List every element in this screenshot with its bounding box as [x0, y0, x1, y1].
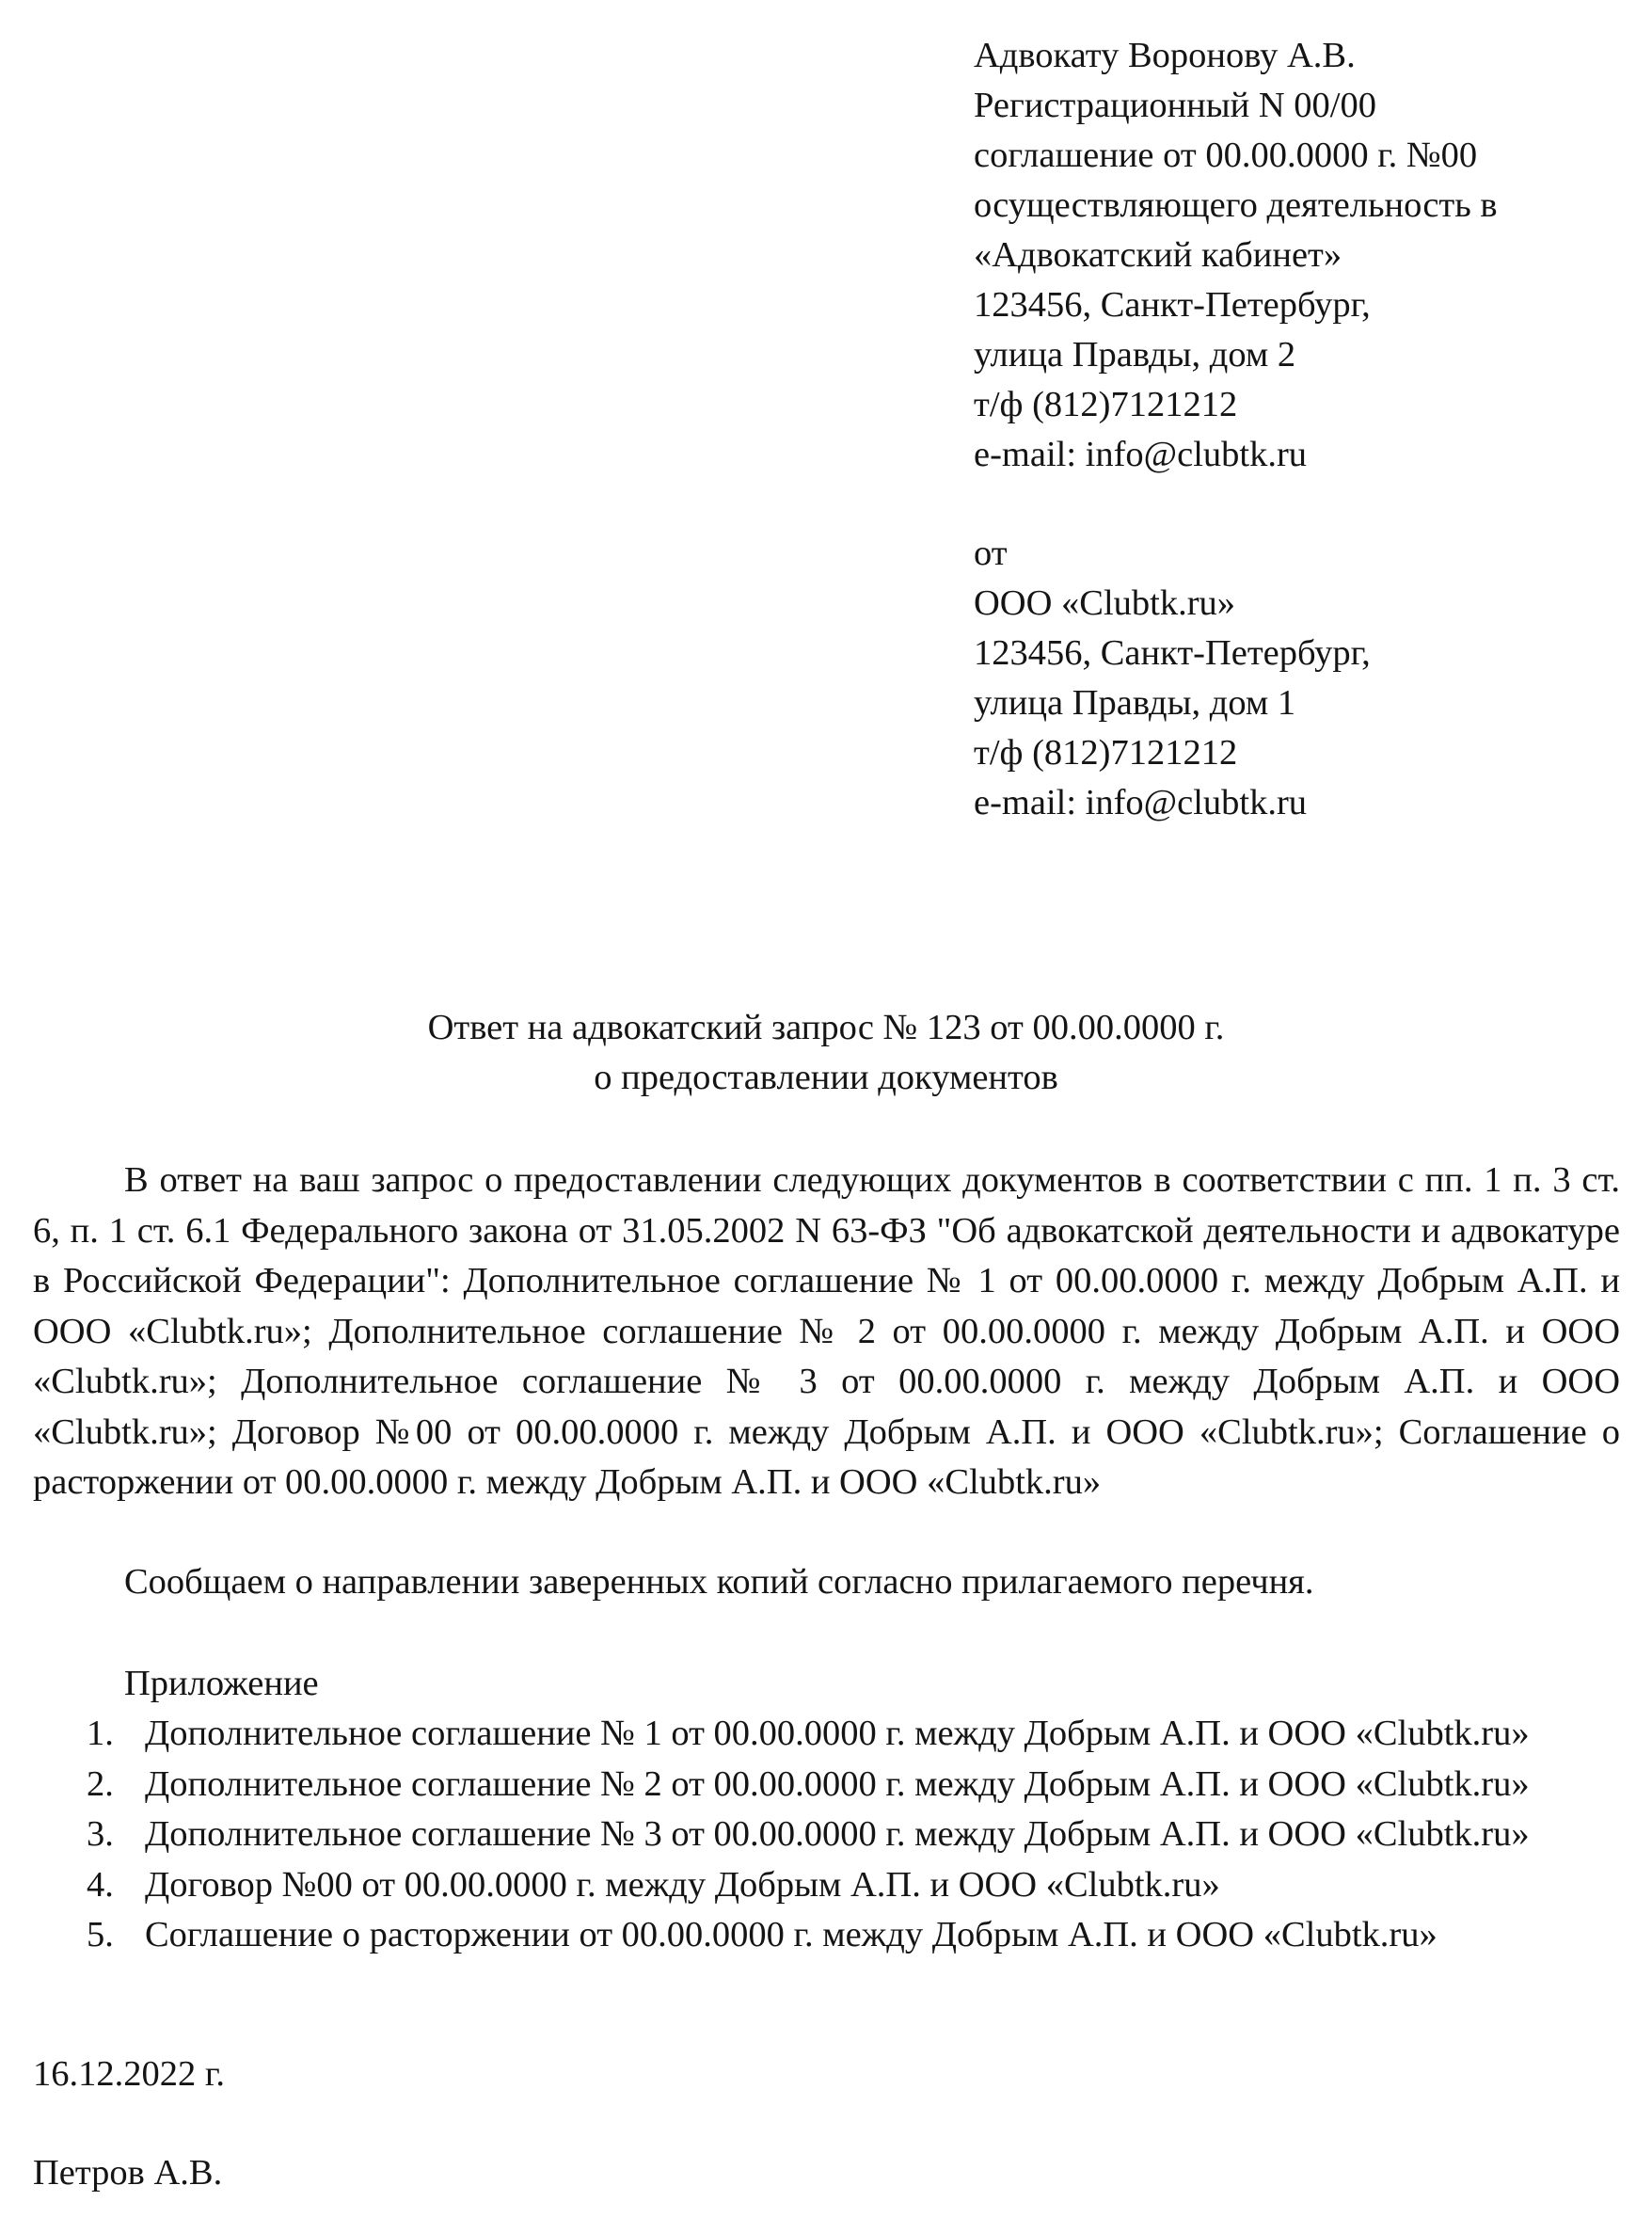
list-item-text: Дополнительное соглашение № 3 от 00.00.0000 г. между Добрым А.П. и ООО «Clubtk.ru» [145, 1814, 1530, 1854]
list-item [87, 1709, 1530, 1760]
list-item-number: 4. [87, 1864, 114, 1905]
notice-paragraph: Сообщаем о направлении заверенных копий согласно прилагаемого перечня. [124, 1562, 1314, 1602]
sender-block [974, 529, 1632, 828]
list-item [87, 1810, 1530, 1860]
list-item-text: Дополнительное соглашение № 2 от 00.00.0000 г. между Добрым А.П. и ООО «Clubtk.ru» [145, 1763, 1530, 1804]
recipient-name: Адвокату Воронову А.В. [974, 36, 1356, 75]
sender-email: e-mail: info@clubtk.ru [974, 783, 1308, 822]
appendix-list [87, 1709, 1530, 1961]
recipient-block [974, 31, 1632, 480]
recipient-email: e-mail: info@clubtk.ru [974, 435, 1308, 474]
recipient-agreement: соглашение от 00.00.0000 г. №00 [974, 136, 1478, 175]
document-date: 16.12.2022 г. [33, 2054, 225, 2094]
recipient-phone: т/ф (812)7121212 [974, 385, 1238, 424]
recipient-city: 123456, Санкт-Петербург, [974, 285, 1371, 325]
sender-company: ООО «Clubtk.ru» [974, 583, 1236, 623]
recipient-registration: Регистрационный N 00/00 [974, 86, 1376, 125]
list-item-number: 2. [87, 1763, 114, 1804]
body-text [33, 1156, 1620, 1508]
list-item-text: Договор №00 от 00.00.0000 г. между Добрым А.П. и ООО «Clubtk.ru» [145, 1864, 1220, 1905]
recipient-activity: осуществляющего деятельность в [974, 185, 1498, 225]
title-line-1: Ответ на адвокатский запрос № 123 от 00.00.0000 г. [427, 1008, 1225, 1047]
sender-city: 123456, Санкт-Петербург, [974, 633, 1371, 673]
list-item-number: 5. [87, 1915, 114, 1954]
appendix-title: Приложение [124, 1664, 319, 1703]
list-item-number: 1. [87, 1714, 114, 1753]
list-item [87, 1910, 1530, 1961]
list-item-number: 3. [87, 1814, 114, 1854]
list-item [87, 1860, 1530, 1911]
sender-from: от [974, 534, 1008, 573]
sender-phone: т/ф (812)7121212 [974, 733, 1238, 773]
list-item [87, 1760, 1530, 1810]
sender-street: улица Правды, дом 1 [974, 683, 1296, 723]
recipient-office: «Адвокатский кабинет» [974, 235, 1342, 275]
recipient-street: улица Правды, дом 2 [974, 335, 1296, 375]
document-title [0, 1003, 1652, 1103]
title-line-2: о предоставлении документов [594, 1058, 1058, 1097]
list-item-text: Соглашение о расторжении от 00.00.0000 г. между Добрым А.П. и ООО «Clubtk.ru» [145, 1915, 1438, 1954]
main-paragraph: В ответ на ваш запрос о предоставлении следующих документов в соответствии с пп. 1 п. 3 ст. 6, п. 1 ст. 6.1 Федерального закона от 31.05.2002 N 63-ФЗ "Об адвокатской деятельности и адвокатуре в Российской Федерации": Дополнительное соглашение № 1 от 00.00.0000 г. между Добрым А.П. и ООО «Clubtk.ru»; Дополнительное соглашение № 2 от 00.00.0000 г. между Добрым А.П. и ООО «Clubtk.ru»; Дополнительное соглашение № 3 от 00.00.0000 г. между Добрым А.П. и ООО «Clubtk.ru»; Договор №00 от 00.00.0000 г. между Добрым А.П. и ООО «Clubtk.ru»; Соглашение о расторжении от 00.00.0000 г. между Добрым А.П. и ООО «Clubtk.ru» [33, 1160, 1620, 1502]
signature-name: Петров А.В. [33, 2153, 223, 2193]
list-item-text: Дополнительное соглашение № 1 от 00.00.0000 г. между Добрым А.П. и ООО «Clubtk.ru» [145, 1714, 1530, 1753]
